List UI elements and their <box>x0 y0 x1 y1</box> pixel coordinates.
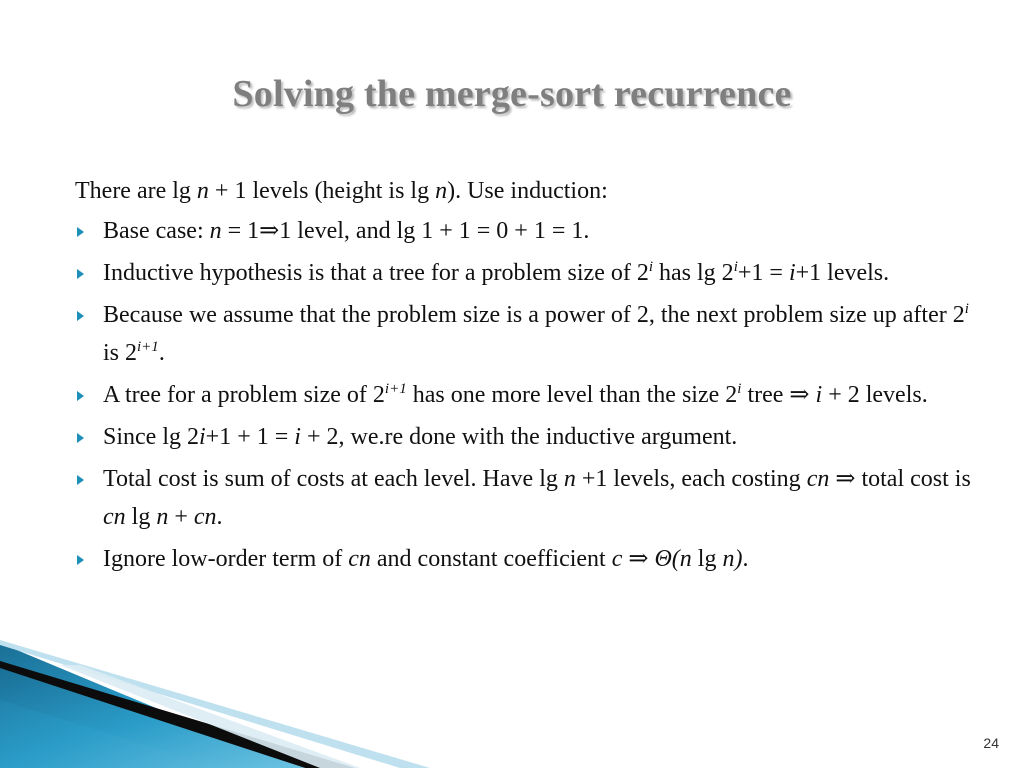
bullet-ignore-low-order: Ignore low-order term of cn and constant coefficient c ⇒ Θ(n lg n). <box>75 540 975 578</box>
bullet-base-case: Base case: n = 1⇒1 level, and lg 1 + 1 = 0 + 1 = 1. <box>75 212 975 250</box>
bullet-arrow-icon <box>77 391 84 401</box>
slide-number: 24 <box>983 735 999 751</box>
bullet-arrow-icon <box>77 227 84 237</box>
bullet-arrow-icon <box>77 433 84 443</box>
slide-title: Solving the merge-sort recurrence <box>232 73 792 115</box>
bullet-arrow-icon <box>77 311 84 321</box>
bullet-arrow-icon <box>77 269 84 279</box>
intro-text: There are lg n + 1 levels (height is lg n). Use induction: <box>75 178 608 204</box>
slide-content <box>75 172 975 582</box>
bullet-arrow-icon <box>77 475 84 485</box>
bullet-inductive-argument: Since lg 2i+1 + 1 = i + 2, we.re done with the inductive argument. <box>75 418 975 456</box>
bullet-total-cost: Total cost is sum of costs at each level. Have lg n +1 levels, each costing cn ⇒ total cost is cn lg n + cn. <box>75 460 975 536</box>
bullet-one-more-level: A tree for a problem size of $2^{i+1}$ has one more level than the size 2$^i$ tree ⇒ i + 2 levels. <box>75 376 975 414</box>
bullet-power-of-two: Because we assume that the problem size is a power of 2, the next problem size up after 2$^i$ is $2^{i+1}$. <box>75 296 975 372</box>
bullet-inductive-hypothesis: Inductive hypothesis is that a tree for a problem size of 2$^i$ has $\lg 2^i+1 = i+1$ levels. <box>75 254 975 292</box>
bullet-arrow-icon <box>77 555 84 565</box>
